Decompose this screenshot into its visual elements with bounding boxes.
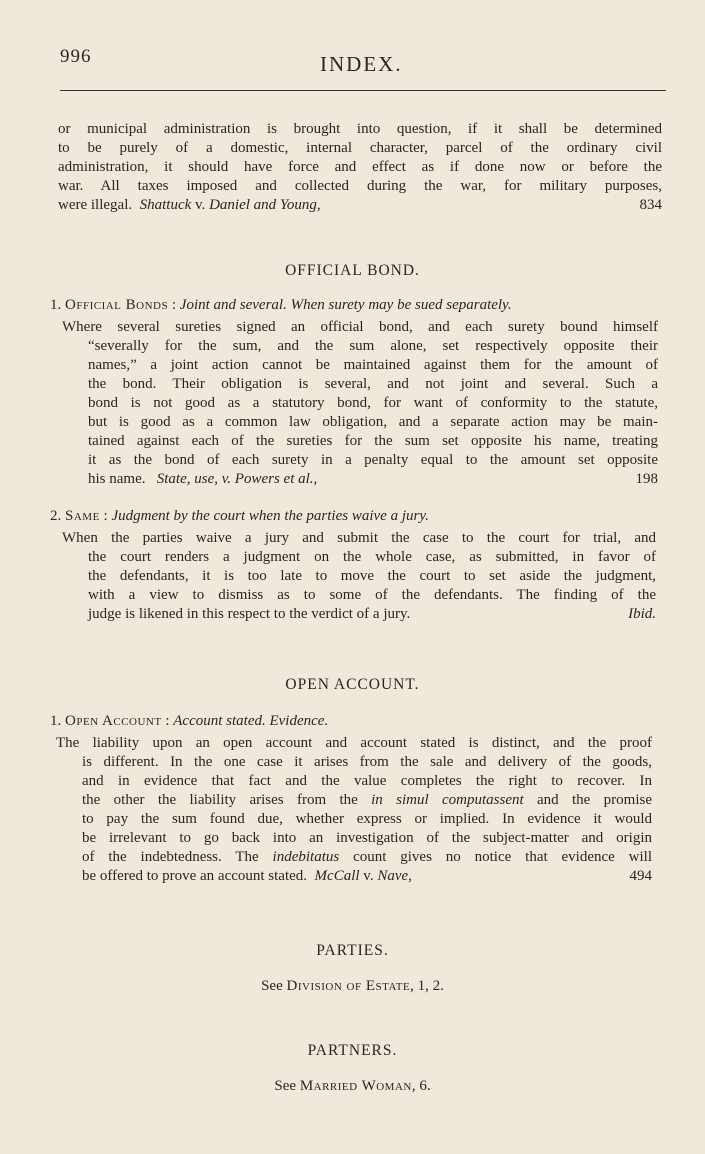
- body-line-last: [62, 605, 656, 624]
- case-name: McCall: [314, 868, 360, 884]
- body-line: and in evidence that fact and the value completes the right to recover. In: [82, 773, 652, 789]
- body-line: Where several sureties signed an official bond, and each surety bound himself: [62, 319, 658, 335]
- see-word: See: [261, 978, 283, 994]
- page-reference: 834: [639, 197, 662, 213]
- entry-number: 2.: [50, 508, 62, 524]
- body-text-end: judge is likened in this respect to the verdict of a jury.: [88, 606, 411, 622]
- section-title-partners: PARTNERS.: [307, 1042, 398, 1059]
- body-text: count gives no notice that evidence will: [339, 849, 652, 865]
- section-title-parties: PARTIES.: [316, 942, 389, 959]
- entry-heading: [50, 508, 429, 525]
- intro-line: war. All taxes imposed and collected during the war, for military purposes,: [58, 178, 662, 194]
- body-line-last: [62, 470, 658, 489]
- body-line: [56, 848, 652, 867]
- case-versus: v.: [359, 868, 378, 884]
- body-line: the bond. Their obligation is several, and not joint and several. Such a: [88, 376, 658, 392]
- body-line: to pay the sum found due, whether express or implied. In evidence it would: [82, 811, 652, 827]
- header-rule: [60, 90, 666, 91]
- body-line: it as the bond of each surety in a penalty equal to the amount set opposite: [88, 452, 658, 468]
- entry-topic: Official Bonds: [65, 297, 169, 313]
- cross-reference-target: Division of Estate: [286, 978, 411, 994]
- entry-colon: :: [168, 297, 180, 313]
- entry-number: 1.: [50, 713, 62, 729]
- body-line: the court renders a judgment on the whole case, as submitted, in favor of: [88, 549, 656, 565]
- body-line: [56, 791, 652, 810]
- case-versus: v.: [191, 197, 210, 213]
- cross-reference: [0, 1078, 705, 1095]
- entry-subject: Joint and several. When surety may be sued separately.: [179, 297, 512, 313]
- body-text: the other the liability arises from the: [82, 792, 372, 808]
- body-line: but is good as a common law obligation, and a separate action may be main-: [88, 414, 658, 430]
- section-title-open-account: OPEN ACCOUNT.: [285, 676, 420, 693]
- see-word: See: [274, 1078, 297, 1094]
- entry-topic: Same: [65, 508, 100, 524]
- entry-colon: :: [161, 713, 174, 729]
- body-line-last: [56, 867, 652, 886]
- cross-reference-target: Married Woman: [299, 1078, 412, 1094]
- cross-reference-numbers: , 6.: [411, 1078, 431, 1094]
- cross-reference: [0, 978, 705, 995]
- entry-heading: [50, 713, 328, 730]
- intro-line: or municipal administration is brought into question, if it shall be determined: [58, 121, 662, 137]
- body-text-end: his name.: [88, 471, 146, 487]
- entry-body: [62, 529, 656, 624]
- intro-paragraph: [58, 120, 662, 215]
- entry-subject: Judgment by the court when the parties waive a jury.: [111, 508, 429, 524]
- page-reference: Ibid.: [628, 606, 656, 622]
- page-reference: 494: [629, 868, 652, 884]
- intro-text-end: were illegal.: [58, 197, 133, 213]
- body-line: be irrelevant to go back into an investigation of the subject-matter and origin: [82, 830, 652, 846]
- case-name: Shattuck: [139, 197, 192, 213]
- running-head: INDEX.: [320, 52, 403, 76]
- body-line: bond is not good as a statutory bond, for want of conformity to the statute,: [88, 395, 658, 411]
- case-name: Nave,: [377, 868, 412, 884]
- entry-body: [56, 734, 652, 886]
- intro-line-last: [58, 196, 662, 215]
- latin-phrase: in simul computassent: [371, 792, 524, 808]
- body-text-end: be offered to prove an account stated.: [82, 868, 308, 884]
- body-text: and the promise: [523, 792, 652, 808]
- body-line: names,” a joint action cannot be maintained against them for the amount of: [88, 357, 658, 373]
- case-name: Daniel and Young,: [209, 197, 321, 213]
- body-line: The liability upon an open account and account stated is distinct, and the proof: [56, 735, 652, 751]
- entry-heading: [50, 297, 512, 314]
- body-text: of the indebtedness. The: [82, 849, 273, 865]
- page-reference: 198: [635, 471, 658, 487]
- intro-line: to be purely of a domestic, internal character, parcel of the ordinary civil: [58, 140, 662, 156]
- latin-phrase: indebitatus: [272, 849, 340, 865]
- body-line: “severally for the sum, and the sum alone, set respectively opposite their: [88, 338, 658, 354]
- entry-topic: Open Account: [65, 713, 162, 729]
- body-line: When the parties waive a jury and submit the case to the court for trial, and: [62, 530, 656, 546]
- entry-number: 1.: [50, 297, 62, 313]
- section-title-official-bond: OFFICIAL BOND.: [285, 262, 420, 279]
- body-line: is different. In the one case it arises from the sale and delivery of the goods,: [82, 754, 652, 770]
- entry-subject: Account stated. Evidence.: [173, 713, 329, 729]
- intro-line: administration, it should have force and effect as if done now or before the: [58, 159, 662, 175]
- entry-body: [62, 318, 658, 489]
- entry-colon: :: [99, 508, 112, 524]
- case-citation: State, use, v. Powers et al.,: [156, 471, 318, 487]
- body-line: tained against each of the sureties for the sum set opposite his name, treating: [88, 433, 658, 449]
- body-line: the defendants, it is too late to move the court to set aside the judgment,: [88, 568, 656, 584]
- page-number: 996: [60, 46, 92, 67]
- cross-reference-numbers: , 1, 2.: [410, 978, 444, 994]
- body-line: with a view to dismiss as to some of the defendants. The finding of the: [88, 587, 656, 603]
